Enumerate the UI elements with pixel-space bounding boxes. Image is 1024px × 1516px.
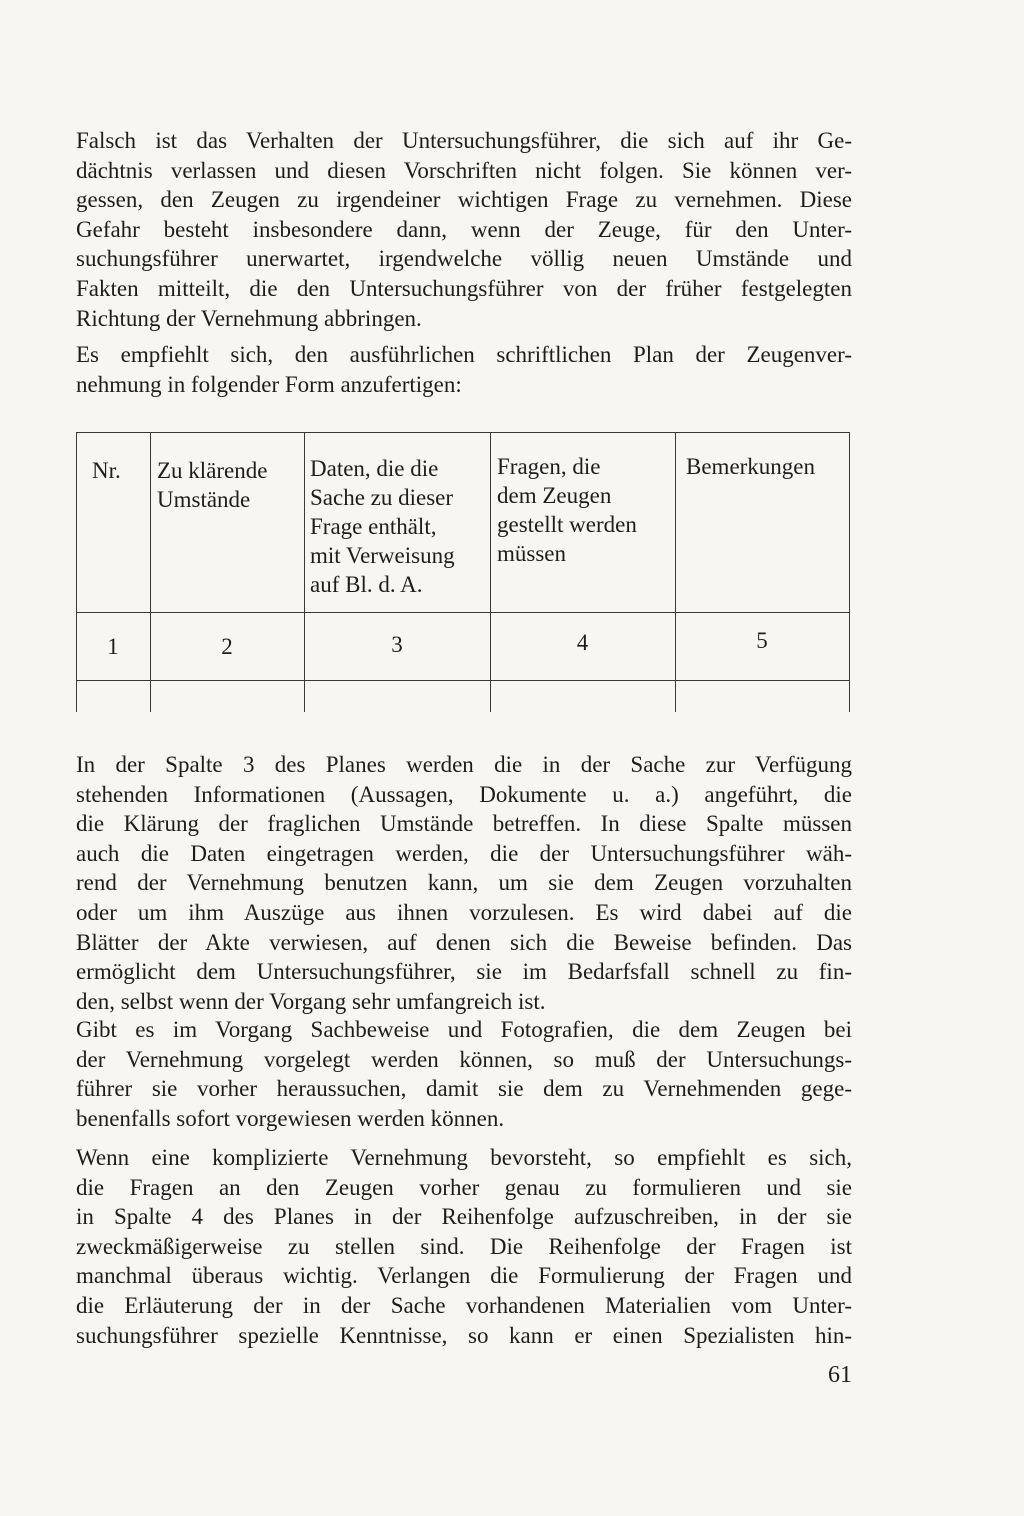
text-line: auch die Daten eingetragen werden, die der Untersuchungsführer wäh-	[76, 840, 852, 866]
text-line: benenfalls sofort vorgewiesen werden können.	[76, 1105, 505, 1131]
column-number-1: 1	[107, 634, 119, 659]
text-line: Wenn eine komplizierte Vernehmung bevorsteht, so empfiehlt es sich,	[76, 1145, 852, 1170]
text-line: manchmal überaus wichtig. Verlangen die Formulierung der Fragen und	[76, 1263, 852, 1289]
text-line: rend der Vernehmung benutzen kann, um sie dem Zeugen vorzuhalten	[76, 870, 852, 896]
column-number-4: 4	[576, 630, 589, 655]
header-daten: Daten, die die Sache zu dieser Frage enthält, mit Verweisung auf Bl. d. A.	[310, 456, 455, 597]
text-line: den, selbst wenn der Vorgang sehr umfangreich ist.	[76, 988, 546, 1014]
text-line: nehmung in folgender Form anzufertigen:	[76, 371, 462, 397]
text-line: der Vernehmung vorgelegt werden können, so muß der Untersuchungs-	[76, 1046, 852, 1072]
text-line: stehenden Informationen (Aussagen, Dokumente u. a.) angeführt, die	[76, 781, 852, 807]
interrogation-plan-table	[76, 432, 850, 712]
text-line: In der Spalte 3 des Planes werden die in der Sache zur Verfügung	[76, 752, 852, 777]
text-line: dächtnis verlassen und diesen Vorschriften nicht folgen. Sie können ver-	[76, 157, 852, 183]
column-number-5: 5	[756, 628, 768, 653]
text-line: Fakten mitteilt, die den Untersuchungsführer von der früher festgelegten	[76, 275, 852, 301]
page-number: 61	[828, 1362, 852, 1388]
text-line: Es empfiehlt sich, den ausführlichen schriftlichen Plan der Zeugenver-	[76, 342, 852, 367]
text-line: Falsch ist das Verhalten der Untersuchungsführer, die sich auf ihr Ge-	[76, 128, 852, 153]
text-line: Blätter der Akte verwiesen, auf denen sich die Beweise befinden. Das	[76, 929, 852, 955]
text-line: in Spalte 4 des Planes in der Reihenfolge aufzuschreiben, in der sie	[76, 1204, 852, 1230]
paragraph-3	[76, 750, 852, 1016]
text-line: suchungsführer spezielle Kenntnisse, so kann er einen Spezialisten hin-	[76, 1322, 852, 1348]
text-line: die Fragen an den Zeugen vorher genau zu formulieren und sie	[76, 1174, 852, 1200]
header-bemerkungen: Bemerkungen	[686, 454, 816, 479]
paragraph-5	[76, 1143, 852, 1350]
paragraph-1	[76, 126, 852, 333]
header-zu-klaerende-umstaende: Zu klärende Umstände	[157, 458, 268, 512]
paragraph-4	[76, 1015, 852, 1133]
text-line: führer sie vorher heraussuchen, damit sie dem zu Vernehmenden gege-	[76, 1076, 852, 1102]
header-fragen: Fragen, die dem Zeugen gestellt werden müssen	[497, 454, 637, 566]
text-line: Richtung der Vernehmung abbringen.	[76, 305, 422, 331]
text-line: die Klärung der fraglichen Umstände betreffen. In diese Spalte müssen	[76, 811, 852, 837]
text-line: oder um ihm Auszüge aus ihnen vorzulesen. Es wird dabei auf die	[76, 899, 852, 925]
paragraph-2	[76, 340, 852, 399]
text-line: die Erläuterung der in der Sache vorhandenen Materialien vom Unter-	[76, 1292, 852, 1318]
text-line: zweckmäßigerweise zu stellen sind. Die Reihenfolge der Fragen ist	[76, 1233, 852, 1259]
header-nr: Nr.	[92, 458, 121, 483]
column-number-2: 2	[221, 634, 233, 659]
text-line: Gibt es im Vorgang Sachbeweise und Fotografien, die dem Zeugen bei	[76, 1017, 852, 1042]
text-line: Gefahr besteht insbesondere dann, wenn der Zeuge, für den Unter-	[76, 216, 852, 242]
text-line: ermöglicht dem Untersuchungsführer, sie im Bedarfsfall schnell zu fin-	[76, 959, 852, 985]
text-line: suchungsführer unerwartet, irgendwelche völlig neuen Umstände und	[76, 246, 852, 272]
column-number-3: 3	[391, 632, 403, 657]
text-line: gessen, den Zeugen zu irgendeiner wichtigen Frage zu vernehmen. Diese	[76, 187, 852, 213]
